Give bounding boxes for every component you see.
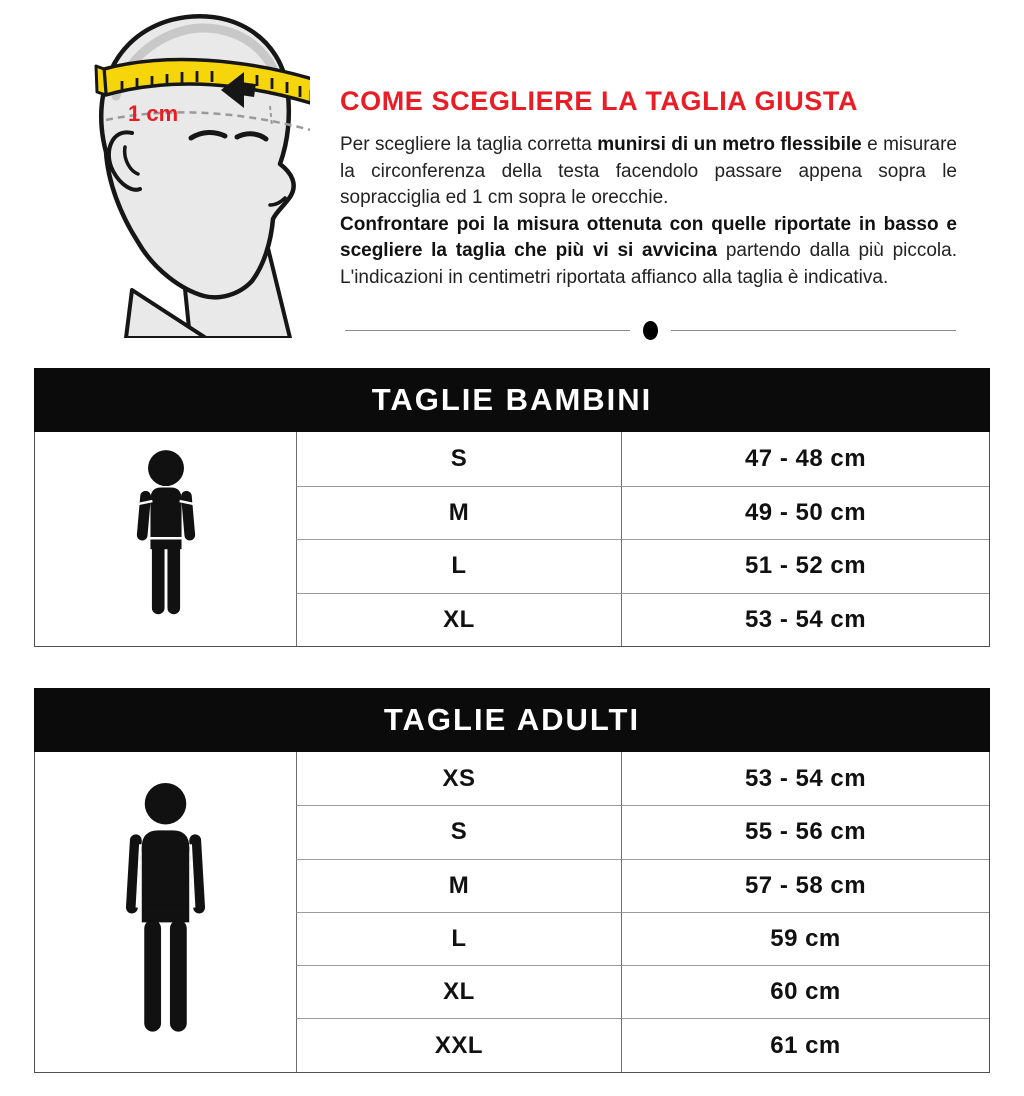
kids-size-range: 53 - 54 cm <box>621 593 989 647</box>
adult-icon <box>35 752 296 1072</box>
adult-size-range: 60 cm <box>621 965 989 1018</box>
section-divider <box>345 320 956 340</box>
adults-table-body <box>34 752 990 1073</box>
guide-paragraph-2 <box>340 212 957 292</box>
kids-size-label: M <box>296 486 621 540</box>
child-icon <box>35 432 296 646</box>
divider-dot <box>643 321 658 340</box>
kids-table-title: TAGLIE BAMBINI <box>34 368 990 432</box>
p1-text-2: e misurare la circonferenza della testa facendolo passare appena sopra le sopracciglia ed 1 cm sopra le orecchie. <box>340 134 957 209</box>
adult-size-label: XL <box>296 965 621 1018</box>
divider-line-left <box>345 330 630 331</box>
adult-size-label: XXL <box>296 1018 621 1071</box>
kids-size-label: L <box>296 539 621 593</box>
kids-table-body <box>34 432 990 647</box>
adult-size-range: 53 - 54 cm <box>621 752 989 805</box>
kids-size-label: XL <box>296 593 621 647</box>
head-measurement-illustration <box>42 2 310 338</box>
kids-size-range: 49 - 50 cm <box>621 486 989 540</box>
p1-text: Per scegliere la taglia corretta <box>340 134 598 156</box>
kids-size-range: 51 - 52 cm <box>621 539 989 593</box>
adult-size-label: XS <box>296 752 621 805</box>
adult-size-range: 59 cm <box>621 912 989 965</box>
p1-bold-text: munirsi di un metro flessibile <box>597 134 862 156</box>
head-illustration-svg <box>42 2 310 338</box>
one-cm-label: 1 cm <box>128 101 179 126</box>
adult-size-range: 61 cm <box>621 1018 989 1071</box>
adult-size-range: 57 - 58 cm <box>621 859 989 912</box>
adult-size-range: 55 - 56 cm <box>621 805 989 858</box>
p2-text: partendo dalla più piccola. L'indicazioni in centimetri riportata affianco alla taglia è indicativa. <box>340 240 958 288</box>
tape-end-tab <box>96 66 106 95</box>
divider-line-right <box>671 330 956 331</box>
kids-sizes-table <box>34 368 990 647</box>
adult-size-label: M <box>296 859 621 912</box>
adults-table-title: TAGLIE ADULTI <box>34 688 990 752</box>
adults-sizes-table <box>34 688 990 1073</box>
p2-bold-text: Confrontare poi la misura ottenuta con quelle riportate in basso e scegliere la taglia che più vi si avvicina <box>340 213 957 262</box>
guide-paragraph-1 <box>340 132 957 212</box>
kids-size-label: S <box>296 432 621 486</box>
page-title: COME SCEGLIERE LA TAGLIA GIUSTA <box>340 86 859 116</box>
adult-size-label: S <box>296 805 621 858</box>
adult-size-label: L <box>296 912 621 965</box>
size-guide-text-block <box>340 86 957 291</box>
kids-size-range: 47 - 48 cm <box>621 432 989 486</box>
tape-arrow-tail <box>239 82 256 97</box>
